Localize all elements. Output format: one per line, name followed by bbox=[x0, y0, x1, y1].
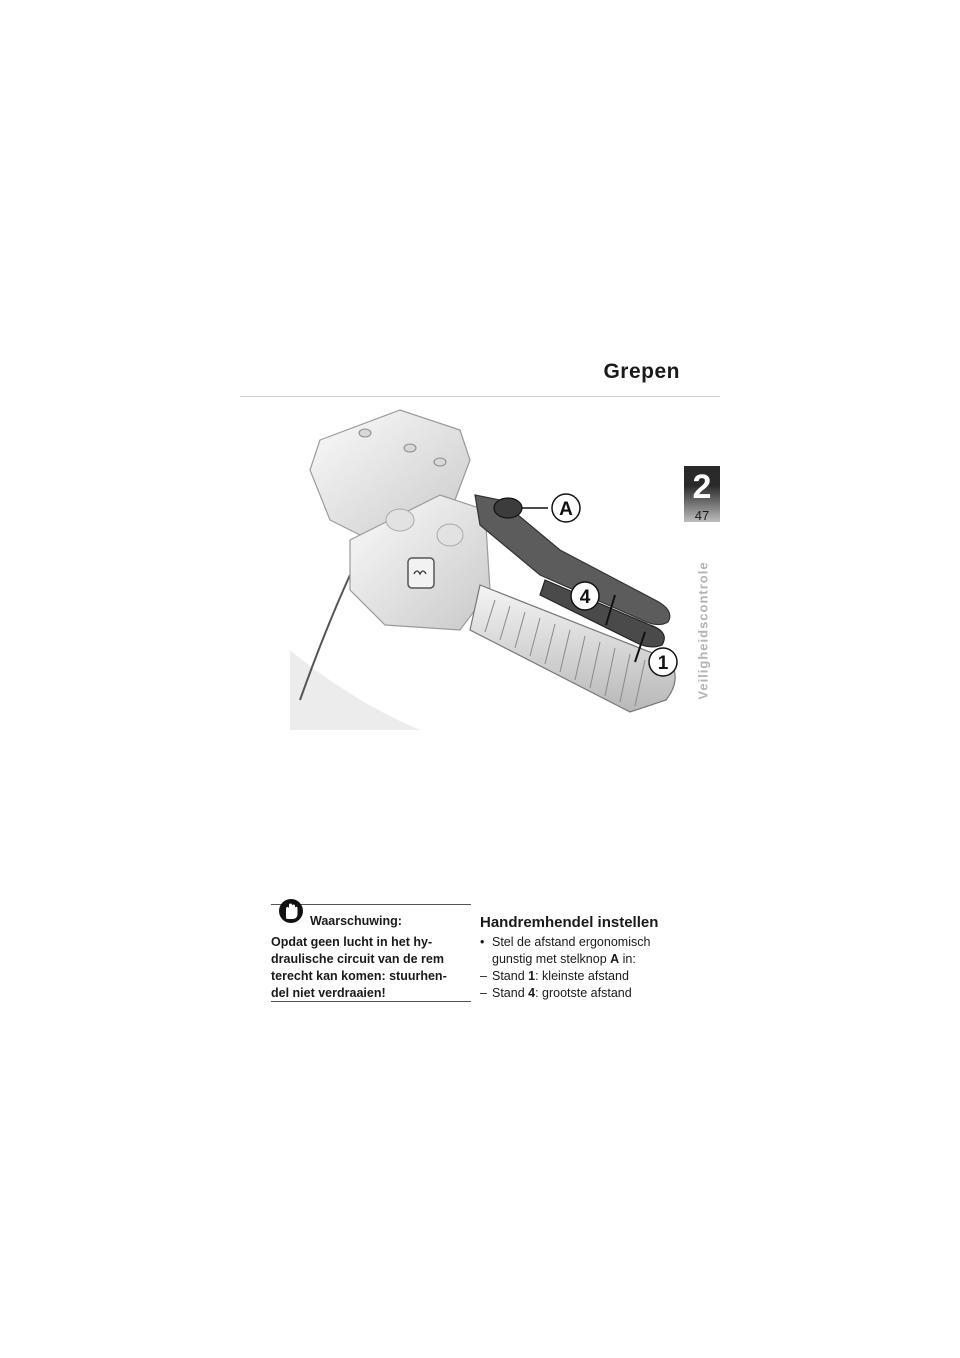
adjuster-knob bbox=[494, 498, 522, 518]
title-divider bbox=[240, 396, 720, 397]
warning-title: Waarschuwing: bbox=[310, 914, 402, 928]
warning-text bbox=[271, 934, 473, 1002]
instruction-step bbox=[480, 934, 680, 951]
dash-mark: – bbox=[480, 969, 487, 983]
switch-button bbox=[386, 509, 414, 531]
position-1-line bbox=[480, 968, 680, 985]
warning-hand-icon bbox=[278, 898, 304, 924]
section-label: Veiligheidscontrole bbox=[695, 561, 711, 700]
warning-line: del niet verdraaien! bbox=[271, 986, 386, 1000]
reservoir-screw bbox=[404, 444, 416, 452]
dash-mark: – bbox=[480, 986, 487, 1000]
position-text: : kleinste afstand bbox=[535, 969, 629, 983]
warning-line: draulische circuit van de rem bbox=[271, 952, 444, 966]
callout-4: 4 bbox=[579, 587, 591, 608]
chapter-number: 2 bbox=[692, 468, 712, 506]
callout-a: A bbox=[559, 499, 573, 520]
callout-1: 1 bbox=[657, 653, 669, 674]
switch-button bbox=[437, 524, 463, 546]
bullet-mark: • bbox=[480, 935, 485, 949]
instruction-list bbox=[480, 934, 680, 1002]
warning-line: terecht kan komen: stuurhen- bbox=[271, 969, 447, 983]
position-4-line bbox=[480, 985, 680, 1002]
brake-lever-illustration bbox=[290, 400, 690, 730]
position-text: : grootste afstand bbox=[535, 986, 632, 1000]
step-key: A bbox=[610, 952, 620, 966]
instruction-step-continued bbox=[480, 951, 680, 968]
position-key: 4 bbox=[528, 986, 536, 1000]
position-label: Stand bbox=[492, 969, 529, 983]
page-number: 47 bbox=[694, 508, 710, 523]
position-label: Stand bbox=[492, 986, 529, 1000]
step-text: gunstig met stelknop bbox=[492, 952, 611, 966]
step-text: Stel de afstand ergonomisch bbox=[492, 935, 651, 949]
page-title: Grepen bbox=[603, 360, 680, 383]
step-text: in: bbox=[619, 952, 636, 966]
warning-line: Opdat geen lucht in het hy- bbox=[271, 935, 433, 949]
section-heading: Handremhendel instellen bbox=[480, 914, 659, 931]
tank-shape bbox=[290, 650, 420, 730]
reservoir-screw bbox=[359, 429, 371, 437]
reservoir-screw bbox=[434, 458, 446, 466]
position-key: 1 bbox=[528, 969, 536, 983]
